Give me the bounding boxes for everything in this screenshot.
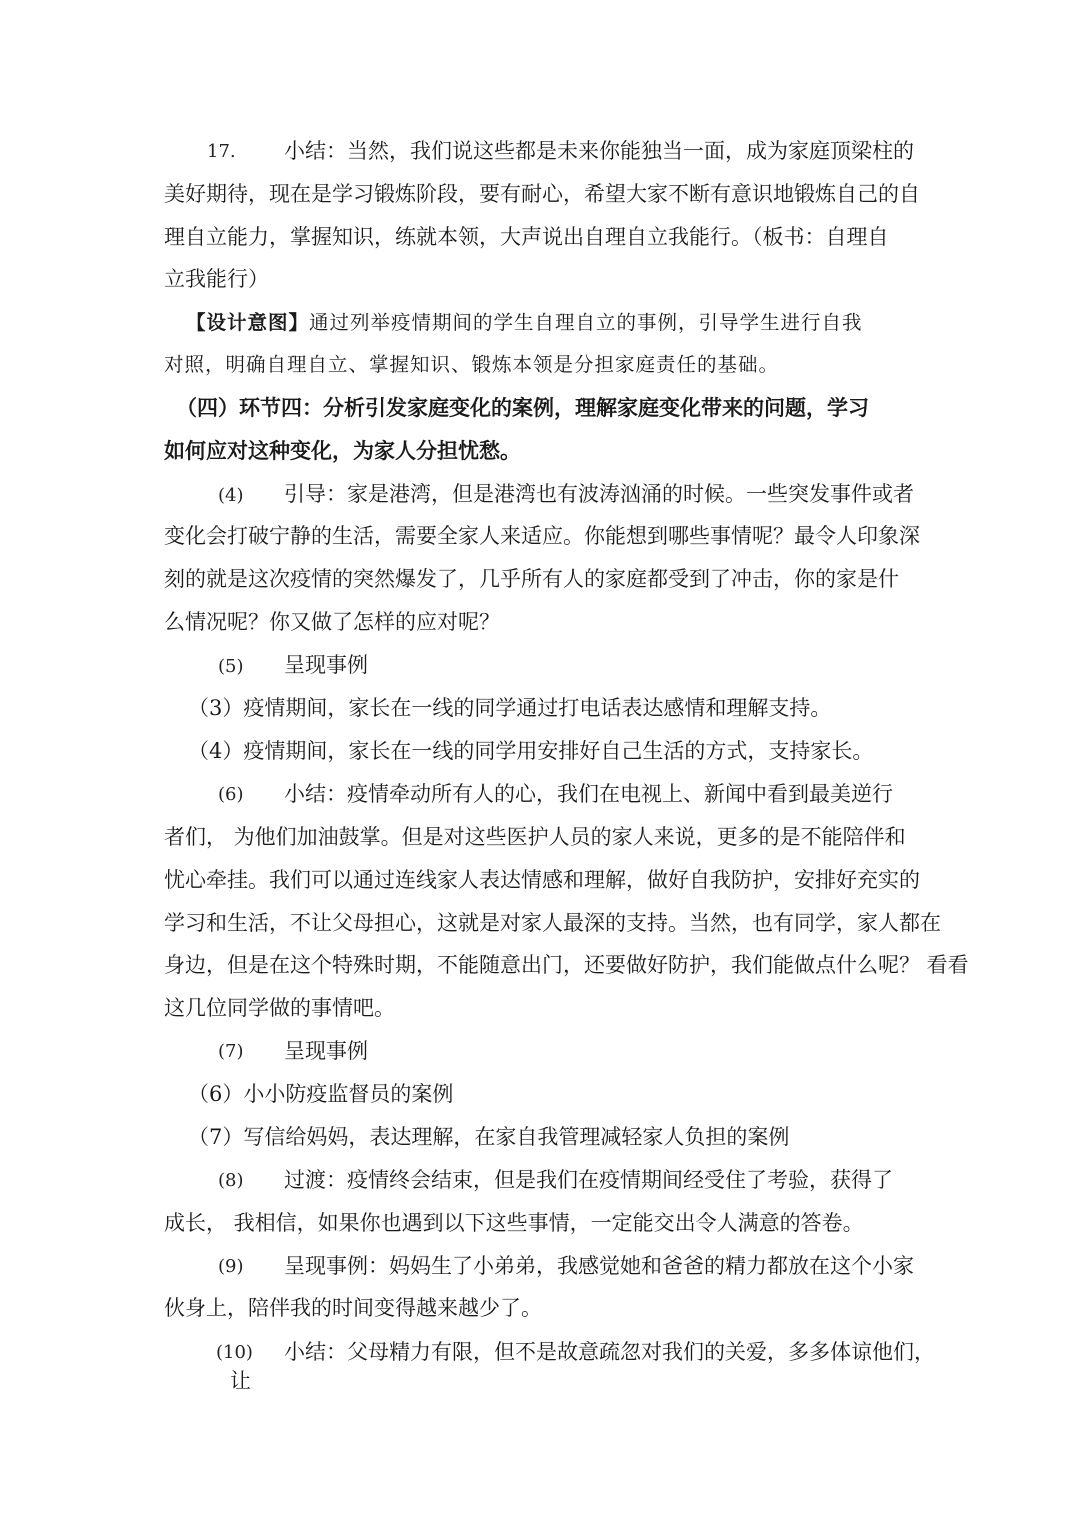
case-line: （4）疫情期间，家长在一线的同学用安排好自己生活的方式，支持家长。 [188,739,874,763]
design-intent-tag: 【设计意图】 [186,311,310,334]
paragraph-line: 呈现事例：妈妈生了小弟弟，我感觉她和爸爸的精力都放在这个小家 [284,1254,914,1278]
paragraph-line: 过渡：疫情终会结束，但是我们在疫情期间经受住了考验，获得了 [284,1168,893,1192]
paragraph-line: 学习和生活，不让父母担心，这就是对家人最深的支持。当然，也有同学，家人都在 [164,911,941,935]
paragraph-line: 小结：父母精力有限，但不是故意疏忽对我们的关爱，多多体谅他们， [284,1340,935,1364]
item-number: 17. [207,141,236,162]
paragraph-line: 这几位同学做的事情吧。 [164,996,395,1020]
item-number: (6) [218,784,244,805]
paragraph-line: 引导：家是港湾，但是港湾也有波涛汹涌的时候。一些突发事件或者 [284,482,914,506]
section-heading: （四）环节四：分析引发家庭变化的案例，理解家庭变化带来的问题，学习 [176,395,869,420]
paragraph-line: 刻的就是这次疫情的突然爆发了，几乎所有人的家庭都受到了冲击，你的家是什 [164,567,899,591]
design-intent-text: 通过列举疫情期间的学生自理自立的事例，引导学生进行自我 [309,311,863,334]
paragraph-line: 么情况呢？你又做了怎样的应对呢？ [164,610,500,634]
item-number: (7) [218,1041,244,1062]
item-number: (10) [216,1342,253,1363]
paragraph-line: 呈现事例 [284,653,368,677]
item-number: (9) [218,1256,244,1277]
case-line: （6）小小防疫监督员的案例 [188,1082,454,1106]
paragraph-line: 让 [230,1369,251,1393]
item-number: (5) [218,656,244,677]
case-line: （7）写信给妈妈，表达理解，在家自我管理减轻家人负担的案例 [188,1125,790,1149]
paragraph-line: 变化会打破宁静的生活，需要全家人来适应。你能想到哪些事情呢？最令人印象深 [164,524,920,548]
paragraph-line: 理自立能力，掌握知识，练就本领，大声说出自理自立我能行。（板书：自理自 [164,225,889,249]
paragraph-line: 者们， 为他们加油鼓掌。但是对这些医护人员的家人来说，更多的是不能陪伴和 [164,825,906,849]
section-heading-line: 如何应对这种变化，为家人分担忧愁。 [164,438,521,463]
paragraph-line: 美好期待，现在是学习锻炼阶段，要有耐心，希望大家不断有意识地锻炼自己的自 [164,182,920,206]
paragraph-line: 忧心牵挂。我们可以通过连线家人表达情感和理解，做好自我防护，安排好充实的 [164,868,920,892]
paragraph-line: 成长， 我相信，如果你也遇到以下这些事情，一定能交出令人满意的答卷。 [164,1211,864,1235]
paragraph-line: 身边，但是在这个特殊时期，不能随意出门，还要做好防护，我们能做点什么呢？ 看看 [164,953,969,977]
paragraph-line: 立我能行） [164,267,269,291]
paragraph-line: 小结：当然，我们说这些都是未来你能独当一面，成为家庭顶梁柱的 [284,139,914,163]
design-intent [186,308,863,338]
paragraph-line: 呈现事例 [284,1039,368,1063]
paragraph-line: 伙身上，陪伴我的时间变得越来越少了。 [164,1296,542,1320]
case-line: （3）疫情期间，家长在一线的同学通过打电话表达感情和理解支持。 [188,696,832,720]
item-number: (4) [218,485,244,506]
item-number: (8) [218,1170,244,1191]
paragraph-line: 小结：疫情牵动所有人的心，我们在电视上、新闻中看到最美逆行 [284,782,893,806]
design-intent-line: 对照，明确自理自立、掌握知识、锻炼本领是分担家庭责任的基础。 [164,353,780,376]
